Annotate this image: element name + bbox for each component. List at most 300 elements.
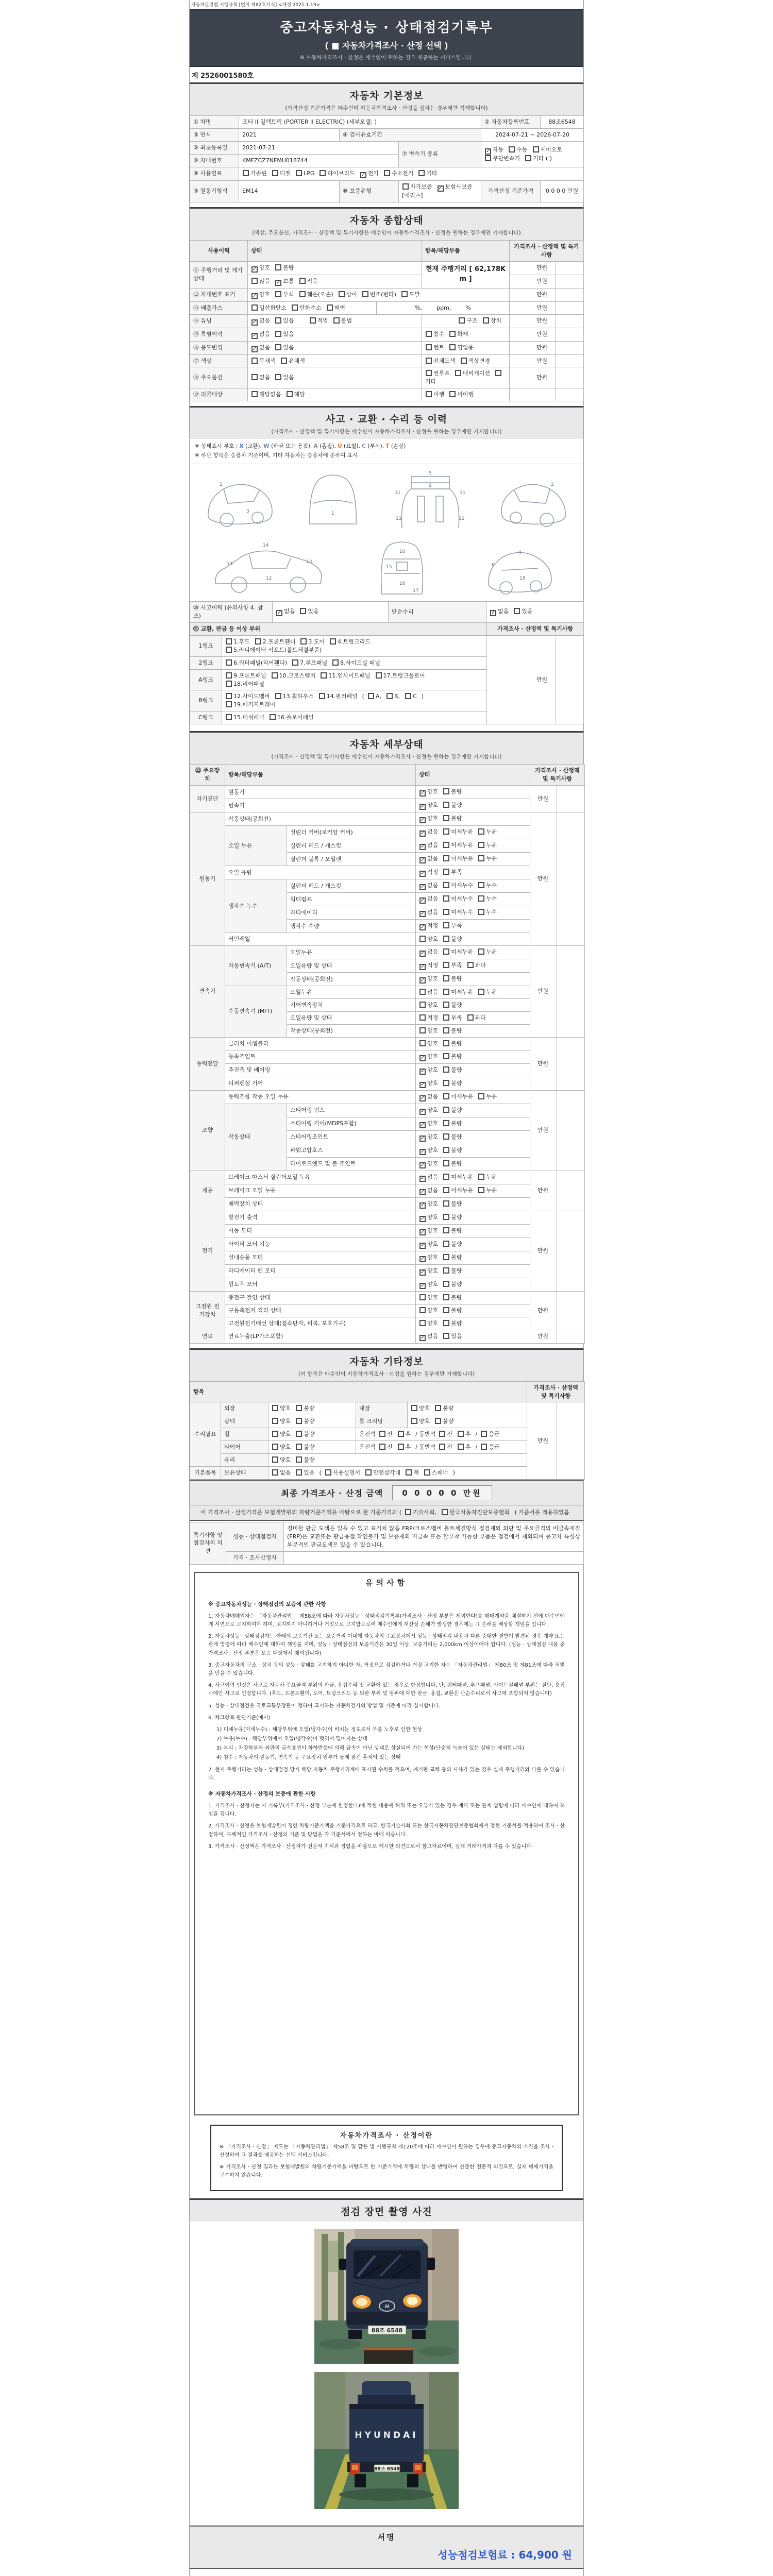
checkbox-checked[interactable]: ✓ [421, 1081, 425, 1088]
cell: 만원 [530, 1037, 557, 1090]
checkbox-label: 미세누유 [451, 855, 473, 862]
checkbox-checked[interactable]: ✓ [421, 1095, 425, 1101]
checkbox-label: 7.루프패널 [300, 659, 328, 666]
checkbox-unchecked[interactable] [478, 828, 484, 835]
checkbox-checked[interactable]: ✓ [253, 266, 257, 272]
repair-price-header: 가격조사 · 산정액 및 특기사항 [487, 622, 584, 635]
checkbox-unchecked[interactable] [443, 1307, 449, 1313]
checkbox-unchecked[interactable] [419, 1040, 426, 1046]
checkbox-label: 한국자동차진단보증협회 [449, 1509, 510, 1516]
checkbox-checked[interactable]: ✓ [253, 293, 257, 299]
checkbox-unchecked[interactable] [509, 146, 515, 152]
checkbox-unchecked[interactable] [478, 948, 484, 955]
checkbox-unchecked[interactable] [296, 170, 302, 176]
checkbox-unchecked[interactable] [386, 693, 393, 699]
checkbox-unchecked[interactable] [419, 1014, 426, 1021]
checkbox-unchecked[interactable] [275, 344, 281, 350]
checkbox-unchecked[interactable] [443, 1254, 449, 1260]
cell: 충전구 절연 상태 [225, 1291, 416, 1304]
checkbox-unchecked[interactable] [321, 672, 327, 679]
checkbox-unchecked[interactable] [443, 1241, 449, 1247]
checkbox-unchecked[interactable] [443, 1080, 449, 1086]
checkbox-unchecked[interactable] [443, 828, 449, 835]
checkbox-label: 양호 [427, 1227, 439, 1234]
checkbox-unchecked[interactable] [443, 802, 449, 808]
car-diagram-underbody-icon [363, 536, 441, 598]
checkbox-unchecked[interactable] [275, 264, 281, 270]
checkbox-checked[interactable]: ✓ [421, 804, 425, 810]
section-accident-subtitle: (가격조사 · 산정액 및 특기사항은 매수인이 자동차가격조사 · 산정을 원하는 경우에만 기재합니다) [271, 429, 502, 435]
checkbox-checked[interactable]: ✓ [421, 911, 425, 917]
checkbox-unchecked[interactable] [272, 1418, 278, 1424]
checkbox-unchecked[interactable] [296, 1456, 302, 1463]
base-price-value: 0 0 0 0 만원 [541, 180, 584, 202]
checkbox-unchecked[interactable] [405, 693, 411, 699]
checkbox-unchecked[interactable] [426, 370, 432, 376]
current-mileage: 현재 주행거리 [ 62,178Km ] [422, 261, 510, 288]
checkbox-label: 과다 [475, 962, 486, 969]
checkbox-unchecked[interactable] [478, 895, 484, 902]
checkbox-label: 5.라디에이터 서포트(볼트체결부품) [233, 646, 322, 653]
checkbox-unchecked[interactable] [405, 1509, 411, 1515]
checkbox-unchecked[interactable] [478, 842, 484, 848]
svg-text:13: 13 [227, 561, 233, 567]
checkbox-unchecked[interactable] [243, 170, 249, 176]
checkbox-checked[interactable]: ✓ [421, 1122, 425, 1128]
checkbox-unchecked[interactable] [449, 331, 456, 337]
checkbox-checked[interactable]: ✓ [421, 871, 425, 877]
checkbox-unchecked[interactable] [455, 370, 461, 376]
checkbox-checked[interactable]: ✓ [421, 817, 425, 823]
checkbox-unchecked[interactable] [426, 358, 432, 364]
checkbox-unchecked[interactable] [226, 659, 232, 666]
checkbox-unchecked[interactable] [251, 278, 258, 284]
checkbox-unchecked[interactable] [226, 681, 232, 687]
checkbox-cell [416, 1330, 530, 1343]
checkbox-unchecked[interactable] [459, 317, 465, 324]
notice-paragraph: 2) 누유(누수) : 해당부위에서 오일(냉각수)이 맺혀서 떨어지는 상태 [216, 1736, 367, 1742]
checkbox-unchecked[interactable] [332, 659, 339, 666]
checkbox-label: 누유 [485, 1173, 497, 1180]
checkbox-label: 불량 [451, 1200, 462, 1207]
checkbox-unchecked[interactable] [443, 909, 449, 915]
checkbox-checked[interactable]: ✓ [421, 951, 425, 957]
checkbox-unchecked[interactable] [443, 922, 449, 928]
checkbox-unchecked[interactable] [362, 291, 368, 297]
cell: 만원 [510, 261, 556, 275]
checkbox-label: 양호 [427, 1253, 439, 1261]
checkbox-unchecked[interactable] [443, 962, 449, 968]
checkbox-unchecked[interactable] [296, 1405, 302, 1411]
checkbox-checked[interactable]: ✓ [421, 1215, 425, 1222]
cell [556, 354, 584, 367]
cell: 브레이크 오일 누유 [225, 1184, 416, 1197]
checkbox-checked[interactable]: ✓ [421, 1162, 425, 1168]
checkbox-unchecked[interactable] [401, 291, 408, 297]
checkbox-unchecked[interactable] [443, 1002, 449, 1008]
checkbox-checked[interactable]: ✓ [421, 897, 425, 904]
cell: 실린더 헤드 / 개스킷 [287, 839, 416, 853]
checkbox-checked[interactable]: ✓ [421, 1282, 425, 1289]
cell: 룸 크리닝 [356, 1415, 408, 1428]
checkbox-unchecked[interactable] [300, 608, 306, 614]
checkbox-checked[interactable]: ✓ [253, 346, 257, 352]
checkbox-unchecked[interactable] [478, 909, 484, 915]
checkbox-unchecked[interactable] [478, 1187, 484, 1193]
checkbox-checked[interactable]: ✓ [253, 319, 257, 325]
checkbox-label: 있음 [451, 1332, 462, 1340]
checkbox-unchecked[interactable] [443, 975, 449, 981]
checkbox-unchecked[interactable] [275, 317, 281, 324]
checkbox-unchecked[interactable] [458, 1431, 464, 1437]
checkbox-unchecked[interactable] [379, 1431, 385, 1437]
checkbox-checked[interactable]: ✓ [421, 1135, 425, 1141]
checkbox-unchecked[interactable] [419, 1320, 426, 1326]
checkbox-unchecked[interactable] [272, 1444, 278, 1450]
checkbox-label: A, [375, 693, 381, 700]
checkbox-unchecked[interactable] [525, 155, 531, 161]
checkbox-checked[interactable]: ✓ [421, 1068, 425, 1074]
checkbox-unchecked[interactable] [251, 391, 258, 397]
checkbox-unchecked[interactable] [384, 170, 390, 176]
checkbox-label: 없음 [280, 1469, 291, 1477]
checkbox-checked[interactable]: ✓ [421, 1334, 425, 1341]
checkbox-unchecked[interactable] [379, 1444, 385, 1450]
checkbox-unchecked[interactable] [443, 1014, 449, 1021]
checkbox-unchecked[interactable] [443, 1040, 449, 1046]
checkbox-unchecked[interactable] [443, 1214, 449, 1220]
checkbox-label: 있음 [522, 608, 533, 615]
checkbox-unchecked[interactable] [443, 1120, 449, 1126]
checkbox-unchecked[interactable] [275, 291, 281, 297]
field-label-transmission: ⑦ 변속기 종류 [399, 141, 481, 167]
checkbox-label: 미세누유 [451, 1187, 473, 1194]
checkbox-cell [356, 1428, 527, 1441]
checkbox-checked[interactable]: ✓ [421, 1269, 425, 1275]
checkbox-unchecked[interactable] [419, 1027, 426, 1033]
col-price-note: 가격조사 · 산정액 및 특기사항 [510, 240, 584, 261]
checkbox-unchecked[interactable] [339, 291, 345, 297]
checkbox-unchecked[interactable] [443, 936, 449, 942]
checkbox-unchecked[interactable] [443, 855, 449, 861]
checkbox-checked[interactable]: ✓ [421, 1202, 425, 1208]
checkbox-unchecked[interactable] [272, 1405, 278, 1411]
svg-text:17: 17 [412, 588, 419, 594]
checkbox-unchecked[interactable] [443, 1133, 449, 1140]
checkbox-unchecked[interactable] [443, 1320, 449, 1326]
checkbox-unchecked[interactable] [443, 1267, 449, 1274]
checkbox-checked[interactable]: ✓ [421, 964, 425, 970]
checkbox-checked[interactable]: ✓ [421, 977, 425, 984]
checkbox-unchecked[interactable] [443, 1200, 449, 1207]
checkbox-unchecked[interactable] [443, 1147, 449, 1153]
checkbox-cell [416, 1224, 530, 1238]
checkbox-unchecked[interactable] [251, 304, 258, 311]
checkbox-checked[interactable]: ✓ [361, 172, 365, 178]
checkbox-unchecked[interactable] [330, 638, 336, 645]
checkbox-unchecked[interactable] [467, 1014, 474, 1021]
price-survey-definition-box [210, 2125, 563, 2191]
checkbox-unchecked[interactable] [443, 1027, 449, 1033]
cell [557, 812, 585, 946]
checkbox-unchecked[interactable] [419, 1307, 426, 1313]
checkbox-unchecked[interactable] [300, 638, 307, 645]
col-state: 상태 [416, 765, 530, 786]
checkbox-unchecked[interactable] [443, 1187, 449, 1193]
checkbox-unchecked[interactable] [461, 358, 467, 364]
svg-text:11: 11 [459, 490, 465, 496]
checkbox-unchecked[interactable] [443, 1227, 449, 1233]
checkbox-unchecked[interactable] [226, 701, 232, 707]
checkbox-unchecked[interactable] [478, 1174, 484, 1180]
checkbox-checked[interactable]: ✓ [277, 610, 282, 616]
checkbox-checked[interactable]: ✓ [421, 924, 425, 930]
checkbox-unchecked[interactable] [292, 659, 298, 666]
simple-repair-label: 단순수리 [389, 601, 486, 622]
checkbox-unchecked[interactable] [419, 936, 426, 942]
checkbox-unchecked[interactable] [333, 317, 340, 324]
checkbox-unchecked[interactable] [319, 693, 325, 699]
checkbox-cell [248, 261, 422, 275]
checkbox-unchecked[interactable] [443, 1066, 449, 1073]
checkbox-unchecked[interactable] [483, 317, 489, 324]
cell: 휠 [221, 1428, 268, 1441]
checkbox-checked[interactable]: ✓ [421, 1148, 425, 1155]
checkbox-unchecked[interactable] [272, 672, 278, 679]
checkbox-unchecked[interactable] [435, 1405, 441, 1411]
checkbox-unchecked[interactable] [310, 317, 316, 324]
svg-text:18: 18 [519, 575, 526, 581]
row-color: ⑰ 색상 [190, 354, 248, 367]
text: / 동반석 [415, 1444, 436, 1451]
cell [557, 1402, 585, 1480]
checkbox-unchecked[interactable] [226, 714, 232, 720]
checkbox-unchecked[interactable] [398, 1431, 404, 1437]
checkbox-cell [268, 1415, 356, 1428]
checkbox-label: 화재 [457, 331, 468, 338]
checkbox-unchecked[interactable] [478, 855, 484, 861]
first-reg-value: 2021-07-21 [239, 141, 399, 154]
cell: 만원 [487, 635, 556, 724]
checkbox-cell [416, 1171, 530, 1184]
checkbox-label: 불량 [451, 1227, 462, 1234]
tailgate-brand-text: HYUNDAI [355, 2430, 418, 2441]
checkbox-checked[interactable]: ✓ [486, 148, 491, 154]
checkbox-unchecked[interactable] [275, 693, 281, 699]
checkbox-unchecked[interactable] [458, 1444, 464, 1450]
checkbox-unchecked[interactable] [320, 170, 326, 176]
checkbox-checked[interactable]: ✓ [421, 1108, 425, 1114]
checkbox-unchecked[interactable] [325, 1469, 331, 1476]
checkbox-unchecked[interactable] [411, 1418, 417, 1424]
checkbox-unchecked[interactable] [449, 391, 456, 397]
checkbox-unchecked[interactable] [296, 1444, 302, 1450]
checkbox-unchecked[interactable] [275, 374, 281, 380]
checkbox-unchecked[interactable] [251, 374, 258, 380]
checkbox-unchecked[interactable] [478, 1093, 484, 1099]
checkbox-unchecked[interactable] [281, 358, 287, 364]
checkbox-unchecked[interactable] [443, 1093, 449, 1099]
checkbox-unchecked[interactable] [226, 672, 232, 679]
checkbox-unchecked[interactable] [443, 948, 449, 955]
checkbox-unchecked[interactable] [533, 146, 539, 152]
checkbox-label: 16.플로어패널 [277, 714, 314, 721]
checkbox-unchecked[interactable] [419, 989, 426, 995]
checkbox-unchecked[interactable] [481, 1431, 487, 1437]
checkbox-checked[interactable]: ✓ [421, 831, 425, 837]
checkbox-unchecked[interactable] [435, 1418, 441, 1424]
checkbox-unchecked[interactable] [467, 962, 474, 968]
checkbox-unchecked[interactable] [478, 989, 484, 995]
cell: 실린더 헤드 / 개스킷 [287, 879, 416, 893]
cell: 워터펌프 [287, 893, 416, 906]
checkbox-unchecked[interactable] [226, 638, 232, 645]
checkbox-unchecked[interactable] [443, 1053, 449, 1059]
appraiser-opinion [284, 1551, 584, 1564]
checkbox-unchecked[interactable] [426, 344, 432, 350]
text: [메리츠] [402, 192, 423, 199]
checkbox-unchecked[interactable] [255, 638, 261, 645]
checkbox-unchecked[interactable] [411, 1405, 417, 1411]
checkbox-label: 양호 [427, 1267, 439, 1274]
checkbox-label: 영업용 [457, 344, 474, 351]
cell: 만원 [530, 1211, 557, 1291]
checkbox-checked[interactable]: ✓ [421, 844, 425, 850]
checkbox-cell [268, 1441, 356, 1454]
checkbox-unchecked[interactable] [439, 1431, 445, 1437]
checkbox-unchecked[interactable] [514, 608, 520, 614]
checkbox-checked[interactable]: ✓ [421, 790, 425, 796]
checkbox-unchecked[interactable] [299, 291, 306, 297]
checkbox-unchecked[interactable] [443, 882, 449, 888]
checkbox-checked[interactable]: ✓ [438, 185, 443, 191]
legend-text: (교환), [243, 443, 264, 450]
row-emission: ⑬ 배출가스 [190, 301, 248, 314]
checkbox-label: 후 [405, 1431, 411, 1438]
checkbox-cell [416, 973, 530, 986]
checkbox-unchecked[interactable] [481, 1444, 487, 1450]
checkbox-unchecked[interactable] [418, 170, 425, 176]
checkbox-unchecked[interactable] [275, 331, 281, 337]
checkbox-checked[interactable]: ✓ [421, 857, 425, 863]
checkbox-checked[interactable]: ✓ [421, 1055, 425, 1061]
cat-steering: 조향 [190, 1090, 225, 1171]
checkbox-label: 장치 [490, 317, 502, 325]
checkbox-unchecked[interactable] [443, 788, 449, 794]
checkbox-unchecked[interactable] [296, 1431, 302, 1437]
checkbox-label: 양호 [427, 975, 439, 982]
checkbox-unchecked[interactable] [419, 1294, 426, 1300]
checkbox-unchecked[interactable] [443, 1160, 449, 1166]
checkbox-unchecked[interactable] [287, 391, 293, 397]
checkbox-unchecked[interactable] [406, 1469, 412, 1476]
checkbox-label: 기술사회, [413, 1509, 437, 1516]
checkbox-unchecked[interactable] [426, 331, 432, 337]
checkbox-checked[interactable]: ✓ [253, 332, 257, 338]
checkbox-label: 없음 [427, 989, 439, 996]
checkbox-unchecked[interactable] [226, 693, 232, 699]
checkbox-unchecked[interactable] [443, 842, 449, 848]
checkbox-checked[interactable]: ✓ [421, 884, 425, 890]
cat-brake: 제동 [190, 1171, 225, 1211]
checkbox-checked[interactable]: ✓ [421, 1242, 425, 1248]
checkbox-checked[interactable]: ✓ [276, 279, 281, 285]
checkbox-unchecked[interactable] [443, 1174, 449, 1180]
checkbox-unchecked[interactable] [272, 170, 278, 176]
rank-b: B랭크 [190, 690, 222, 711]
section-basic-info [190, 82, 583, 115]
checkbox-unchecked[interactable] [296, 1418, 302, 1424]
checkbox-unchecked[interactable] [299, 278, 306, 284]
accident-history-table [190, 601, 584, 623]
checkbox-unchecked[interactable] [272, 1431, 278, 1437]
checkbox-checked[interactable]: ✓ [491, 610, 496, 616]
checkbox-unchecked[interactable] [226, 647, 232, 653]
checkbox-unchecked[interactable] [485, 155, 491, 161]
checkbox-checked[interactable]: ✓ [421, 1189, 425, 1195]
checkbox-unchecked[interactable] [424, 1469, 430, 1476]
checkbox-unchecked[interactable] [443, 1107, 449, 1113]
checkbox-unchecked[interactable] [443, 1333, 449, 1339]
document-masthead [190, 9, 583, 67]
checkbox-unchecked[interactable] [442, 1509, 448, 1515]
inspection-period-value: 2024-07-21 ~ 2026-07-20 [481, 128, 584, 141]
checkbox-unchecked[interactable] [443, 989, 449, 995]
checkbox-label: 미이행 [457, 391, 474, 398]
field-label-warranty-type: ⑩ 보증유형 [340, 180, 399, 202]
checkbox-unchecked[interactable] [419, 1002, 426, 1008]
checkbox-unchecked[interactable] [443, 895, 449, 902]
checkbox-checked[interactable]: ✓ [421, 1229, 425, 1235]
checkbox-unchecked[interactable] [443, 815, 449, 821]
checkbox-label: 없음 [427, 909, 439, 916]
checkbox-unchecked[interactable] [449, 344, 456, 350]
notice-paragraph: 3. 가격조사 · 산정액은 가격조사 · 산정자가 전문적 지식과 경험을 바탕으로 제시한 의견으로서 참고자료이며, 실제 거래가격과 다를 수 있습니다. [208, 1843, 533, 1850]
checkbox-unchecked[interactable] [327, 304, 333, 311]
section-overall [190, 207, 583, 240]
checkbox-label: 누유 [485, 828, 497, 836]
text: ) [421, 693, 424, 700]
checkbox-unchecked[interactable] [443, 869, 449, 875]
checkbox-unchecked[interactable] [495, 370, 501, 376]
checkbox-unchecked[interactable] [365, 1469, 372, 1476]
checkbox-unchecked[interactable] [439, 1444, 445, 1450]
checkbox-unchecked[interactable] [443, 1294, 449, 1300]
checkbox-unchecked[interactable] [478, 882, 484, 888]
checkbox-unchecked[interactable] [443, 1281, 449, 1287]
checkbox-unchecked[interactable] [292, 304, 298, 311]
checkbox-checked[interactable]: ✓ [421, 1175, 425, 1181]
checkbox-unchecked[interactable] [270, 714, 276, 720]
checkbox-unchecked[interactable] [426, 391, 432, 397]
checkbox-checked[interactable]: ✓ [421, 1256, 425, 1262]
section-other-subtitle: (이 항목은 매수인이 자동차가격조사 · 산정을 원하는 경우에만 기재합니다) [298, 1370, 475, 1377]
checkbox-label: 3.도어 [308, 638, 325, 645]
checkbox-unchecked[interactable] [251, 358, 258, 364]
checkbox-unchecked[interactable] [368, 693, 374, 699]
checkbox-unchecked[interactable] [296, 1469, 302, 1476]
cell: 동력조향 작동 오일 누유 [225, 1090, 416, 1104]
checkbox-unchecked[interactable] [376, 672, 382, 679]
checkbox-unchecked[interactable] [272, 1456, 278, 1463]
checkbox-cell [248, 388, 422, 401]
detail-state-table [190, 764, 585, 1343]
checkbox-label: 불량 [451, 1079, 462, 1087]
checkbox-unchecked[interactable] [398, 1444, 404, 1450]
checkbox-unchecked[interactable] [272, 1469, 278, 1476]
checkbox-unchecked[interactable] [402, 183, 409, 190]
cell [556, 275, 584, 288]
